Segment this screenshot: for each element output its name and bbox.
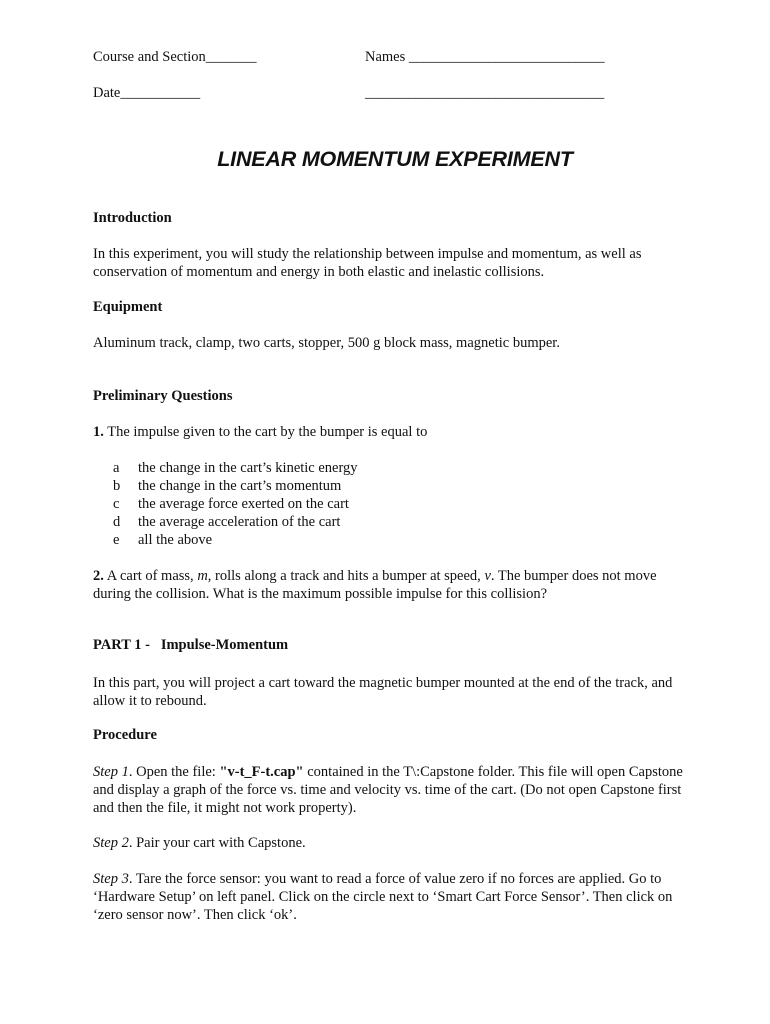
option-b <box>113 477 358 495</box>
preliminary-questions-heading: Preliminary Questions <box>93 388 233 404</box>
step-1-text-a: . Open the file: <box>128 764 220 780</box>
question-1-number: 1. <box>93 424 104 440</box>
option-letter: b <box>113 478 121 494</box>
equipment-heading: Equipment <box>93 299 163 315</box>
step-3 <box>93 870 683 924</box>
step-3-label: Step 3 <box>93 871 129 887</box>
option-text: the change in the cart’s momentum <box>138 478 342 494</box>
course-section-field: Course and Section_______ <box>93 49 257 65</box>
introduction-text: In this experiment, you will study the relationship between impulse and momentum, as well as conservation of momentum and energy in both elastic and inelastic collisions. <box>93 246 642 280</box>
part-1-text: In this part, you will project a cart toward the magnetic bumper mounted at the end of the track, and allow it to rebound. <box>93 675 673 709</box>
option-text: all the above <box>138 532 213 548</box>
step-2-label: Step 2 <box>93 835 129 851</box>
step-1-label: Step 1 <box>93 764 129 780</box>
question-1 <box>93 423 693 441</box>
step-3-text: . Tare the force sensor: you want to read a force of value zero if no forces are applied. Go to ‘Hardware Setup’ on left panel. Click on the circle next to ‘Smart Cart Force Sensor’. Then click on ‘zero sensor now’. Then click ‘ok’. <box>93 871 673 923</box>
names-line-2: _________________________________ <box>365 85 605 101</box>
date-field: Date___________ <box>93 85 201 101</box>
names-field: Names ___________________________ <box>365 49 605 65</box>
option-e <box>113 531 358 549</box>
question-1-options <box>113 459 358 549</box>
question-2 <box>93 567 693 603</box>
question-2-text-c: . The bumper does not move during the collision. What is the maximum possible impulse for this collision? <box>93 568 657 602</box>
procedure-heading: Procedure <box>93 727 157 743</box>
variable-v: v <box>484 568 491 584</box>
option-letter: e <box>113 532 120 548</box>
option-a <box>113 459 358 477</box>
option-letter: c <box>113 496 120 512</box>
option-d <box>113 513 358 531</box>
option-text: the change in the cart’s kinetic energy <box>138 460 358 476</box>
question-2-number: 2. <box>93 568 104 584</box>
part-1-heading: PART 1 - Impulse-Momentum <box>93 637 289 653</box>
document-title: LINEAR MOMENTUM EXPERIMENT <box>217 147 573 171</box>
step-2 <box>93 834 693 852</box>
variable-m: m <box>197 568 208 584</box>
question-2-text-b: , rolls along a track and hits a bumper at speed, <box>207 568 485 584</box>
equipment-text: Aluminum track, clamp, two carts, stopper, 500 g block mass, magnetic bumper. <box>93 335 560 351</box>
step-1-text-b: contained in the T\:Capstone folder. This file will open Capstone and display a graph of the force vs. time and velocity vs. time of the cart. (Do not open Capstone first and then the file, it might not work property). <box>93 764 683 816</box>
option-text: the average force exerted on the cart <box>138 496 349 512</box>
step-1 <box>93 763 683 817</box>
step-2-text: . Pair your cart with Capstone. <box>128 835 306 851</box>
option-letter: d <box>113 514 121 530</box>
step-1-file: "v-t_F-t.cap" <box>219 764 304 780</box>
option-letter: a <box>113 460 120 476</box>
question-1-text: The impulse given to the cart by the bumper is equal to <box>103 424 428 440</box>
option-text: the average acceleration of the cart <box>138 514 341 530</box>
option-c <box>113 495 358 513</box>
question-2-text-a: A cart of mass, <box>103 568 198 584</box>
introduction-heading: Introduction <box>93 210 172 226</box>
